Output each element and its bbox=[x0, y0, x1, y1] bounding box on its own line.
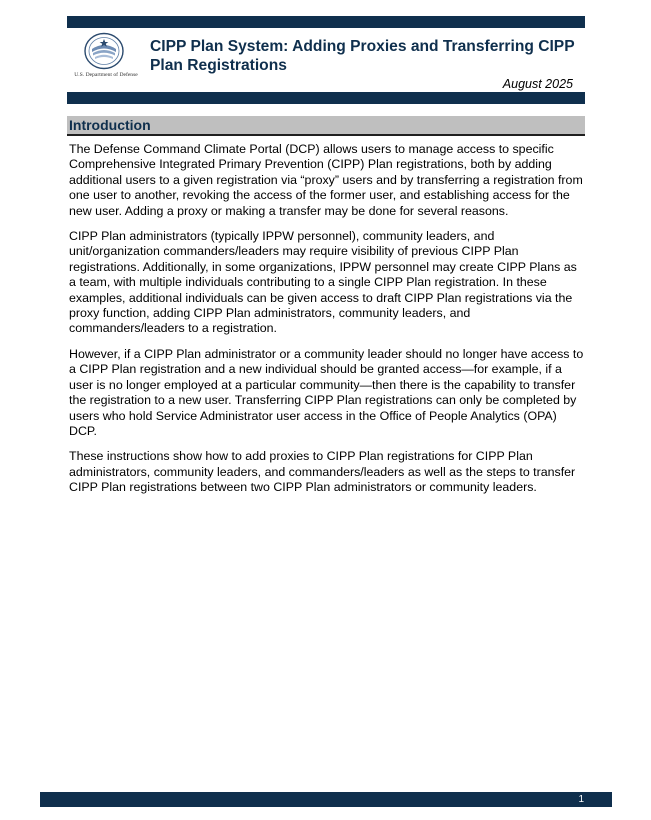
footer-bar bbox=[40, 792, 612, 807]
section-heading-band bbox=[67, 116, 585, 136]
document-title: CIPP Plan System: Adding Proxies and Transferring CIPP Plan Registrations bbox=[150, 38, 575, 74]
paragraph-2: CIPP Plan administrators (typically IPPW personnel), community leaders, and unit/organization commanders/leaders may require visibility of previous CIPP Plan registrations. Additionally, in some organizations, IPPW personnel may create CIPP Plans as a team, with multiple individuals contributing to a single CIPP Plan registration. In these examples, additional individuals can be given access to draft CIPP Plan registrations via the proxy function, adding CIPP Plan administrators, community leaders, and commanders/leaders to a registration. bbox=[69, 229, 577, 336]
section-heading: Introduction bbox=[69, 117, 151, 133]
body-text bbox=[69, 142, 585, 506]
top-header-bar bbox=[67, 16, 585, 28]
dod-seal-icon bbox=[84, 32, 124, 70]
paragraph-4: These instructions show how to add proxies to CIPP Plan registrations for CIPP Plan administrators, community leaders, and commanders/leaders as well as the steps to transfer CIPP Plan registrations between two CIPP Plan administrators or community leaders. bbox=[69, 449, 576, 495]
paragraph-3: However, if a CIPP Plan administrator or a community leader should no longer have access to a CIPP Plan registration and a new individual should be granted access—for example, if a user is no longer employed at a particular community—then there is the capability to transfer the registration to a new user. Transferring CIPP Plan registrations can only be completed by users who hold Service Administrator user access in the Office of People Analytics (OPA) DCP. bbox=[69, 346, 584, 438]
dod-logo bbox=[68, 32, 144, 82]
page-number: 1 bbox=[578, 794, 584, 805]
header-divider-bar bbox=[67, 92, 585, 104]
document-date: August 2025 bbox=[502, 77, 573, 91]
logo-caption: U.S. Department of Defense bbox=[74, 72, 138, 78]
paragraph-1: The Defense Command Climate Portal (DCP) allows users to manage access to specific Comprehensive Integrated Primary Prevention (CIPP) Plan registrations, both by adding additional users to a given registration via “proxy” users and by transferring a registration from one user to another, revoking the access of the former user, and establishing access for the new user. Adding a proxy or making a transfer may be done for several reasons. bbox=[69, 142, 583, 218]
